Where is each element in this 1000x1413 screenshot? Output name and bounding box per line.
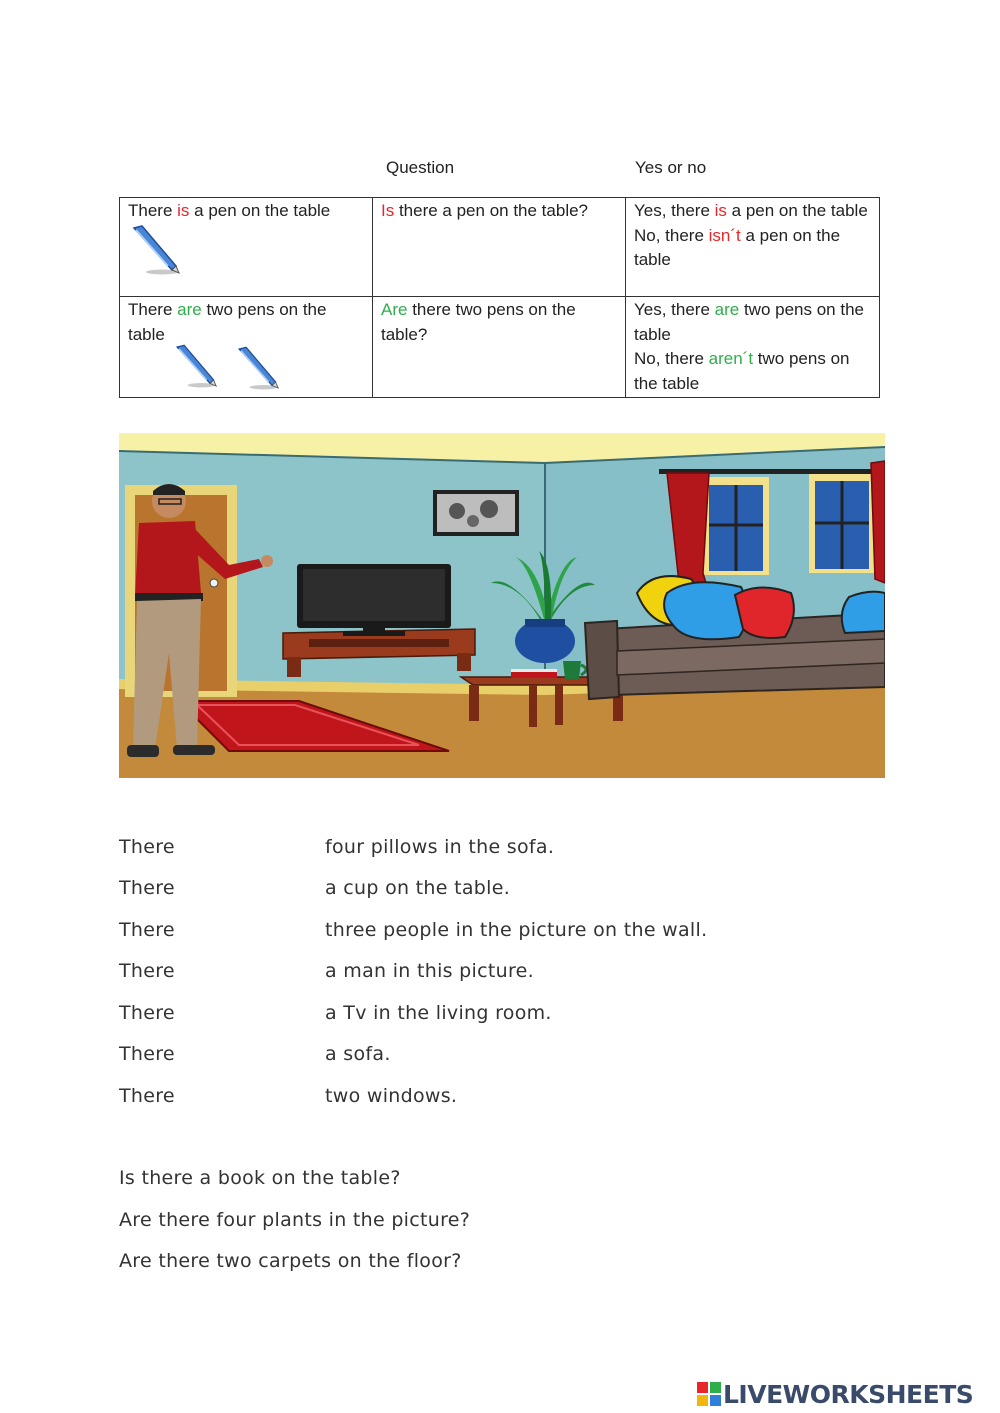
cell-question-plural: Are there two pens on the table? [373, 297, 626, 398]
pen-icon [128, 224, 188, 278]
cell-statement-plural: There are two pens on the table [120, 297, 373, 398]
pen-icon [234, 343, 286, 395]
cell-answers-singular [626, 198, 880, 297]
answer-yes-plural: Yes, there are two pens on the table [634, 300, 864, 344]
grammar-table [119, 197, 880, 398]
pen-icon [172, 341, 224, 393]
question-line: Are there four plants in the picture? [119, 1209, 471, 1231]
answer-no-singular: No, there isn´t a pen on the table [634, 225, 841, 269]
answer-no-plural: No, there aren´t two pens on the table [634, 349, 850, 393]
header-yes-or-no: Yes or no [635, 158, 707, 177]
cell-answers-plural [626, 297, 880, 398]
header-question: Question [386, 158, 455, 177]
table-row [120, 198, 880, 297]
cell-question-singular: Is there a pen on the table? [373, 198, 626, 297]
logo-text: LIVEWORKSHEETS [723, 1379, 974, 1409]
table-row [120, 297, 880, 398]
logo-icon [697, 1382, 721, 1406]
answer-yes-singular: Yes, there is a pen on the table [634, 201, 868, 220]
question-line: Is there a book on the table? [119, 1167, 401, 1189]
living-room-illustration [119, 433, 885, 778]
question-line: Are there two carpets on the floor? [119, 1250, 462, 1272]
cell-statement-singular: There is a pen on the table [120, 198, 373, 297]
liveworksheets-logo [697, 1378, 973, 1410]
